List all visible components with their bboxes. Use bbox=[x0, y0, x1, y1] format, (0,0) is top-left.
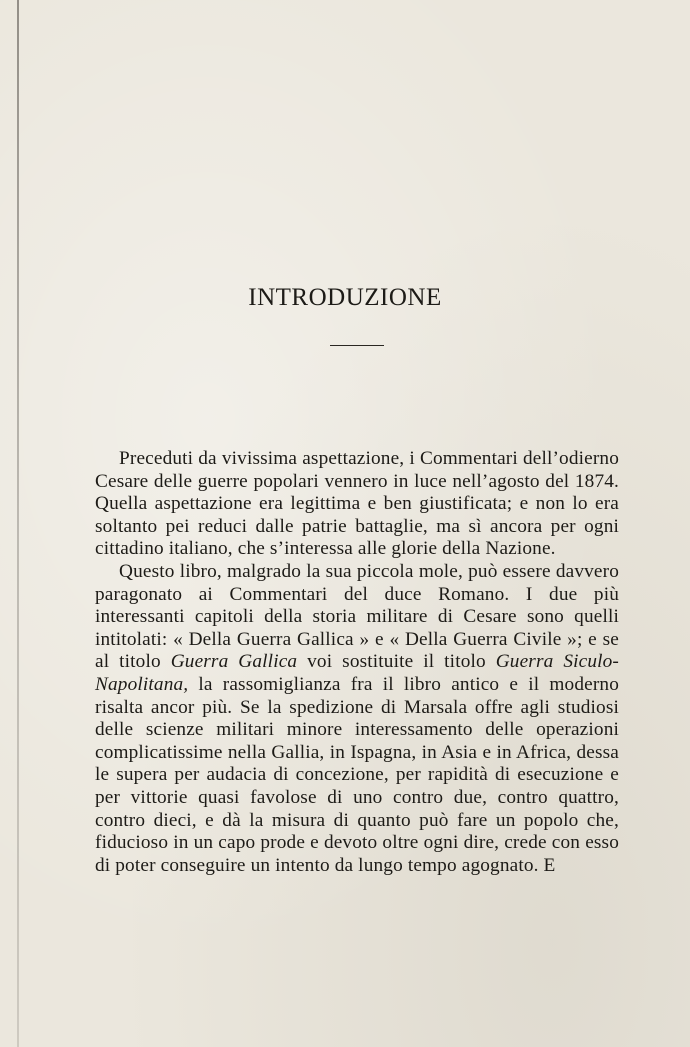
text-segment: Preceduti da vivissima aspettazione, i Commentari dell’odierno Cesare delle guerre popolari vennero in luce nell’agosto del 1874. Quella aspettazione era legittima e ben giustificata; e non lo era soltanto pei reduci dalle patrie battaglie, ma sì ancora per ogni cittadino italiano, che s’interessa alle glorie della Nazione. bbox=[95, 448, 619, 560]
text-segment: Questo libro, malgrado la sua piccola mole, può essere davvero paragonato ai Commentari del duce Romano. I due più interessanti capitoli della storia militare di Cesare sono quelli intitolati: « Della Guerra Gallica » e « Della Guerra Civile »; e se al titolo bbox=[95, 560, 619, 673]
italic-title-guerra-siculo-napolitana: Guerra Siculo-Napolitana, bbox=[95, 651, 620, 695]
title-divider bbox=[330, 345, 384, 346]
page-binding-edge bbox=[17, 0, 19, 1047]
text-segment: la rassomiglianza fra il libro antico e il moderno risalta ancor più. Se la spedizione di Marsala offre agli studiosi delle scienze militari minore interessamento delle operazioni complicatissime nella Gallia, in Ispagna, in Asia e in Africa, dessa le supera per audacia di concezione, per rapidità di esecuzione e per vittorie quasi favolose di uno contro due, contro quattro, contro dieci, e dà la misura di quanto può fare un popolo che, fiducioso in un capo prode e devoto oltre ogni dire, crede con esso di poter conseguire un intento da lungo tempo agognato. E bbox=[95, 673, 619, 876]
paragraph-2 bbox=[95, 561, 619, 877]
chapter-title: INTRODUZIONE bbox=[248, 284, 442, 311]
body-text bbox=[95, 448, 619, 877]
paragraph-1 bbox=[95, 448, 619, 561]
italic-title-guerra-gallica: Guerra Gallica bbox=[170, 651, 298, 673]
text-segment: voi sostituite il titolo bbox=[297, 651, 496, 673]
